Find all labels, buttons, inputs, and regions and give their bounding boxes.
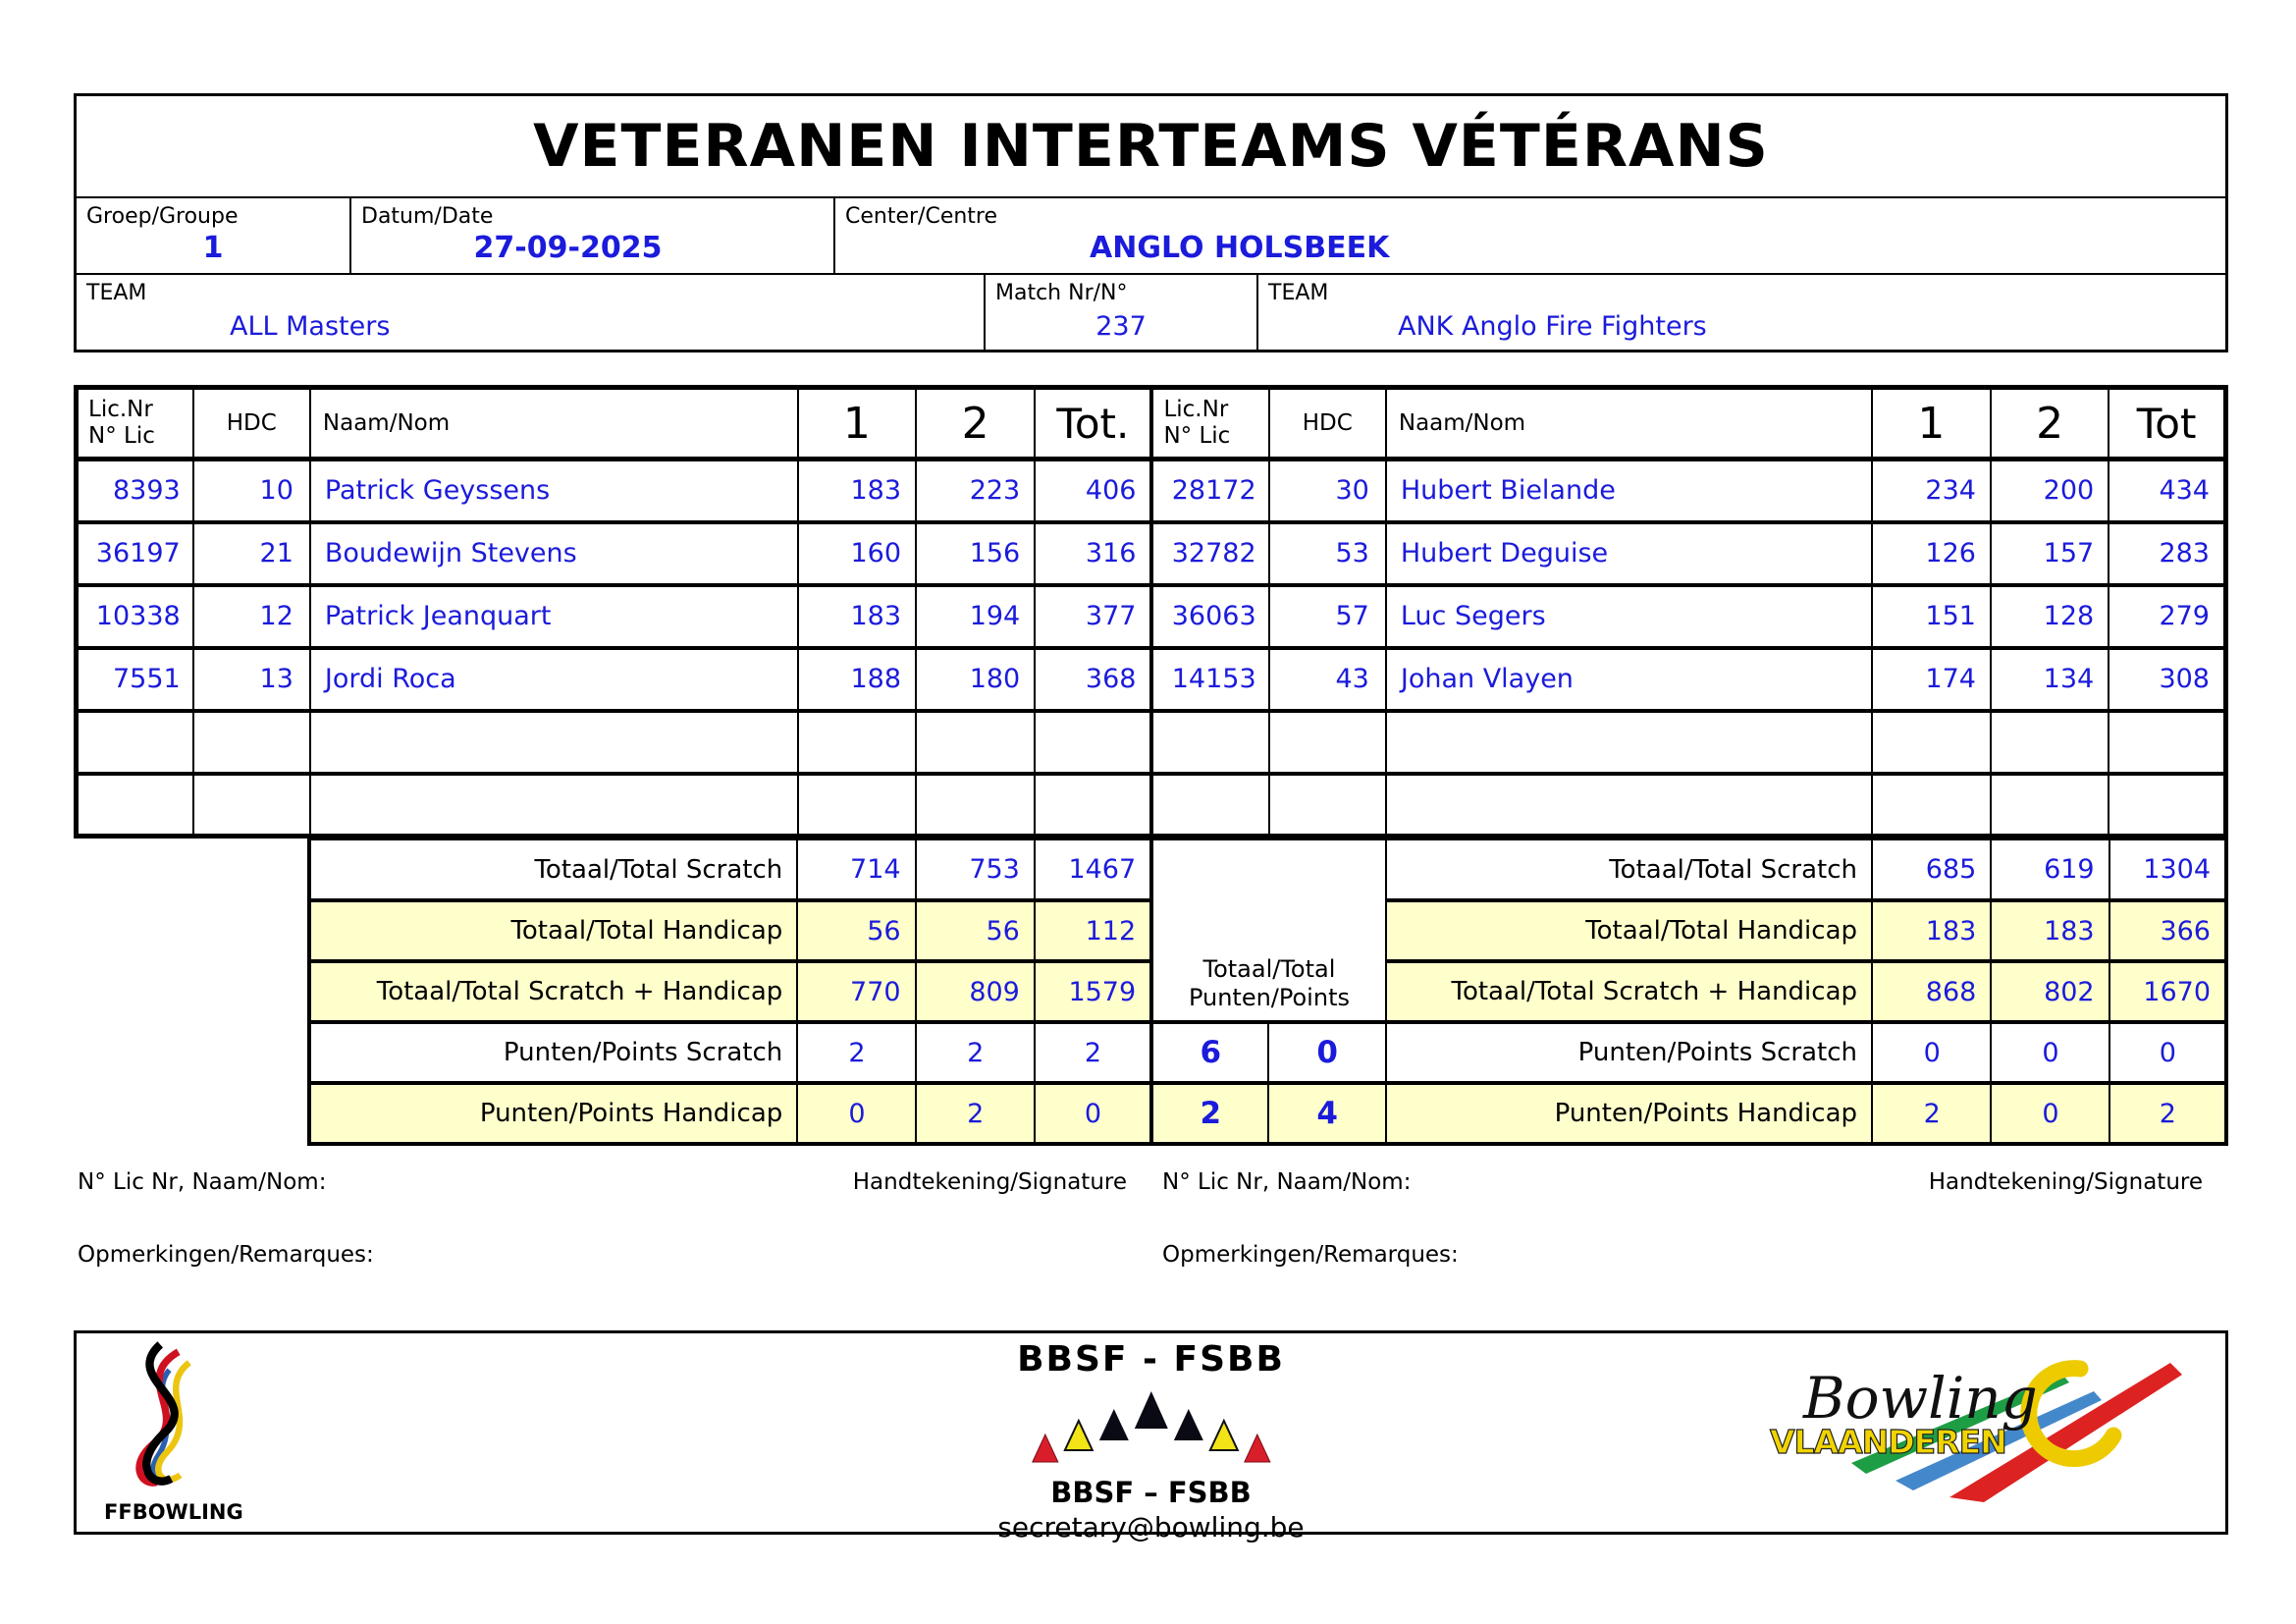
away-hdc-cell	[1269, 774, 1386, 837]
home-game2-cell: 194	[916, 585, 1035, 648]
away-game2-cell: 200	[1991, 460, 2109, 522]
away-lic-cell: 28172	[1151, 460, 1268, 522]
vlaanderen-script-text: Bowling	[1803, 1365, 2038, 1432]
away-lic-cell: 14153	[1151, 648, 1268, 711]
team-away-field	[1256, 275, 2225, 350]
match-points-box	[1151, 839, 1386, 1022]
home-hdc-cell	[193, 774, 310, 837]
home-name-header: Naam/Nom	[310, 388, 798, 460]
lic-header-line1: Lic.Nr	[88, 397, 153, 422]
bbsf-name: BBSF – FSBB	[1050, 1476, 1252, 1509]
home-lic-header	[77, 388, 193, 460]
home-total-header: Tot.	[1035, 388, 1151, 460]
score-header-row	[77, 388, 2226, 460]
home-game2-cell: 180	[916, 648, 1035, 711]
away-game2-cell	[1991, 774, 2109, 837]
lic-header-line2: N° Lic	[1163, 423, 1231, 449]
away-game2-cell	[1991, 711, 2109, 774]
match-points-label-line2: Punten/Points	[1188, 984, 1350, 1011]
home-scratch-handicap-g1: 770	[797, 961, 915, 1022]
home-lic-cell: 8393	[77, 460, 193, 522]
info-row	[77, 196, 2225, 273]
away-remarks-label: Opmerkingen/Remarques:	[1162, 1242, 1459, 1268]
away-scratch-handicap-tot: 1670	[2109, 961, 2226, 1022]
away-lic-header	[1151, 388, 1268, 460]
match-field	[984, 275, 1256, 350]
away-points-scratch-label: Punten/Points Scratch	[1386, 1022, 1872, 1083]
home-points-handicap-tot: 0	[1035, 1083, 1151, 1144]
team-home-label: TEAM	[86, 281, 147, 305]
away-scratch-handicap-label: Totaal/Total Scratch + Handicap	[1386, 961, 1872, 1022]
team-away-label: TEAM	[1268, 281, 1329, 305]
ffbowling-swirl-icon	[104, 1341, 222, 1498]
home-lic-cell: 10338	[77, 585, 193, 648]
home-game1-cell: 188	[798, 648, 916, 711]
home-game1-cell: 183	[798, 585, 916, 648]
group-value: 1	[202, 231, 224, 265]
home-scratch-tot: 1467	[1035, 839, 1151, 900]
away-game1-cell: 151	[1872, 585, 1991, 648]
away-total-cell: 279	[2109, 585, 2225, 648]
away-game2-cell: 157	[1991, 522, 2109, 585]
away-lic-name-label: N° Lic Nr, Naam/Nom:	[1162, 1169, 1412, 1195]
team-home-name: ALL Masters	[230, 311, 391, 342]
away-handicap-tot: 366	[2109, 900, 2226, 961]
home-total-cell: 368	[1035, 648, 1151, 711]
center-field	[833, 198, 2225, 273]
away-name-cell	[1386, 774, 1872, 837]
home-hdc-cell: 10	[193, 460, 310, 522]
away-lic-cell: 32782	[1151, 522, 1268, 585]
away-total-cell: 434	[2109, 460, 2225, 522]
home-points-handicap-label: Punten/Points Handicap	[309, 1083, 797, 1144]
away-game1-cell	[1872, 711, 1991, 774]
home-points-handicap-g2: 2	[916, 1083, 1035, 1144]
home-total-cell: 406	[1035, 460, 1151, 522]
away-scratch-handicap-g2: 802	[1991, 961, 2109, 1022]
away-points-handicap-tot: 2	[2109, 1083, 2226, 1144]
date-label: Datum/Date	[361, 204, 494, 229]
home-game1-cell	[798, 711, 916, 774]
away-total-cell: 308	[2109, 648, 2225, 711]
home-hdc-header: HDC	[193, 388, 310, 460]
player-row-3	[77, 585, 2226, 648]
home-scratch-g2: 753	[916, 839, 1035, 900]
bowling-vlaanderen-logo	[1768, 1345, 2190, 1511]
bowling-vlaanderen-icon	[1768, 1345, 2190, 1507]
remarks-row	[74, 1242, 2228, 1275]
home-total-cell: 316	[1035, 522, 1151, 585]
home-game1-cell: 160	[798, 522, 916, 585]
home-hdc-cell	[193, 711, 310, 774]
lic-header-line2: N° Lic	[88, 423, 155, 449]
away-lic-cell: 36063	[1151, 585, 1268, 648]
away-total-cell: 283	[2109, 522, 2225, 585]
away-total-cell	[2109, 711, 2225, 774]
home-scratch-handicap-tot: 1579	[1035, 961, 1151, 1022]
away-game1-cell: 174	[1872, 648, 1991, 711]
away-scratch-g1: 685	[1872, 839, 1991, 900]
match-label: Match Nr/N°	[995, 281, 1128, 305]
team-away-name: ANK Anglo Fire Fighters	[1398, 311, 1707, 342]
home-handicap-tot: 112	[1035, 900, 1151, 961]
center-label: Center/Centre	[845, 204, 998, 229]
away-name-cell: Johan Vlayen	[1386, 648, 1872, 711]
home-total-cell	[1035, 711, 1151, 774]
home-hdc-cell: 12	[193, 585, 310, 648]
match-points-label-line1: Totaal/Total	[1202, 955, 1336, 983]
away-hdc-cell: 43	[1269, 648, 1386, 711]
date-field	[349, 198, 833, 273]
away-lic-cell	[1151, 774, 1268, 837]
away-scratch-handicap-g1: 868	[1872, 961, 1991, 1022]
match-points-handicap-home: 2	[1151, 1083, 1268, 1144]
away-scratch-tot: 1304	[2109, 839, 2226, 900]
home-points-scratch-label: Punten/Points Scratch	[309, 1022, 797, 1083]
home-signature-label: Handtekening/Signature	[852, 1169, 1127, 1195]
away-total-header: Tot	[2109, 388, 2225, 460]
home-name-cell	[310, 711, 798, 774]
away-total-cell	[2109, 774, 2225, 837]
home-lic-cell	[77, 711, 193, 774]
away-hdc-cell: 53	[1269, 522, 1386, 585]
away-game1-cell	[1872, 774, 1991, 837]
player-row-2	[77, 522, 2226, 585]
home-scratch-handicap-label: Totaal/Total Scratch + Handicap	[309, 961, 797, 1022]
bbsf-email: secretary@bowling.be	[997, 1511, 1305, 1543]
totals-row-scratch	[309, 839, 2226, 900]
home-game2-header: 2	[916, 388, 1035, 460]
group-field	[77, 198, 349, 273]
home-total-cell	[1035, 774, 1151, 837]
home-lic-name-label: N° Lic Nr, Naam/Nom:	[78, 1169, 327, 1195]
home-name-cell: Patrick Jeanquart	[310, 585, 798, 648]
home-name-cell	[310, 774, 798, 837]
score-table	[74, 385, 2228, 839]
scoresheet	[74, 93, 2228, 1543]
away-points-scratch-g1: 0	[1872, 1022, 1991, 1083]
player-row-4	[77, 648, 2226, 711]
home-points-scratch-g1: 2	[797, 1022, 915, 1083]
away-game2-cell: 134	[1991, 648, 2109, 711]
totals-row-points-scratch	[309, 1022, 2226, 1083]
home-handicap-g1: 56	[797, 900, 915, 961]
group-label: Groep/Groupe	[86, 204, 239, 229]
away-game1-cell: 234	[1872, 460, 1991, 522]
away-hdc-cell	[1269, 711, 1386, 774]
home-scratch-handicap-g2: 809	[916, 961, 1035, 1022]
home-lic-cell: 7551	[77, 648, 193, 711]
home-handicap-label: Totaal/Total Handicap	[309, 900, 797, 961]
ffbowling-logo	[104, 1341, 251, 1524]
home-game1-cell: 183	[798, 460, 916, 522]
home-game2-cell	[916, 711, 1035, 774]
away-handicap-g2: 183	[1991, 900, 2109, 961]
totals-row-points-handicap	[309, 1083, 2226, 1144]
away-points-handicap-label: Punten/Points Handicap	[1386, 1083, 1872, 1144]
match-points-scratch-home: 6	[1151, 1022, 1268, 1083]
center-value: ANGLO HOLSBEEK	[1090, 231, 1390, 265]
away-handicap-label: Totaal/Total Handicap	[1386, 900, 1872, 961]
signature-row	[74, 1169, 2228, 1205]
home-lic-cell: 36197	[77, 522, 193, 585]
away-game1-cell: 126	[1872, 522, 1991, 585]
home-name-cell: Patrick Geyssens	[310, 460, 798, 522]
away-name-cell: Luc Segers	[1386, 585, 1872, 648]
header-box	[74, 93, 2228, 352]
bbsf-pins-icon	[1019, 1380, 1284, 1470]
away-points-handicap-g2: 0	[1991, 1083, 2109, 1144]
away-scratch-g2: 619	[1991, 839, 2109, 900]
match-points-handicap-away: 4	[1268, 1083, 1385, 1144]
home-total-cell: 377	[1035, 585, 1151, 648]
away-hdc-header: HDC	[1269, 388, 1386, 460]
home-lic-cell	[77, 774, 193, 837]
home-scratch-g1: 714	[797, 839, 915, 900]
team-row	[77, 273, 2225, 350]
away-game1-header: 1	[1872, 388, 1991, 460]
away-handicap-g1: 183	[1872, 900, 1991, 961]
player-row-empty-1	[77, 711, 2226, 774]
date-value: 27-09-2025	[473, 231, 663, 265]
home-game2-cell: 223	[916, 460, 1035, 522]
footer-box	[74, 1330, 2228, 1543]
away-game2-header: 2	[1991, 388, 2109, 460]
away-name-cell: Hubert Deguise	[1386, 522, 1872, 585]
match-number: 237	[1095, 311, 1147, 342]
home-game2-cell: 156	[916, 522, 1035, 585]
bbsf-title: BBSF - FSBB	[1017, 1339, 1285, 1380]
home-points-scratch-tot: 2	[1035, 1022, 1151, 1083]
away-scratch-label: Totaal/Total Scratch	[1386, 839, 1872, 900]
away-points-scratch-tot: 0	[2109, 1022, 2226, 1083]
team-home-field	[77, 275, 984, 350]
home-hdc-cell: 21	[193, 522, 310, 585]
totals-table	[307, 839, 2228, 1146]
away-name-header: Naam/Nom	[1386, 388, 1872, 460]
away-hdc-cell: 57	[1269, 585, 1386, 648]
ffbowling-label: FFBOWLING	[104, 1500, 243, 1524]
home-game1-header: 1	[798, 388, 916, 460]
home-handicap-g2: 56	[916, 900, 1035, 961]
away-hdc-cell: 30	[1269, 460, 1386, 522]
player-row-empty-2	[77, 774, 2226, 837]
vlaanderen-caps-text: VLAANDEREN	[1770, 1423, 2006, 1461]
away-points-scratch-g2: 0	[1991, 1022, 2109, 1083]
player-row-1	[77, 460, 2226, 522]
match-points-scratch-away: 0	[1268, 1022, 1385, 1083]
home-game2-cell	[916, 774, 1035, 837]
away-name-cell: Hubert Bielande	[1386, 460, 1872, 522]
away-name-cell	[1386, 711, 1872, 774]
home-scratch-label: Totaal/Total Scratch	[309, 839, 797, 900]
home-remarks-label: Opmerkingen/Remarques:	[78, 1242, 374, 1268]
title-row	[77, 96, 2225, 196]
away-points-handicap-g1: 2	[1872, 1083, 1991, 1144]
home-points-handicap-g1: 0	[797, 1083, 915, 1144]
bbsf-block	[997, 1339, 1304, 1543]
home-game1-cell	[798, 774, 916, 837]
page-title: VETERANEN INTERTEAMS VÉTÉRANS	[533, 112, 1769, 181]
home-points-scratch-g2: 2	[916, 1022, 1035, 1083]
home-hdc-cell: 13	[193, 648, 310, 711]
away-game2-cell: 128	[1991, 585, 2109, 648]
home-name-cell: Jordi Roca	[310, 648, 798, 711]
away-signature-label: Handtekening/Signature	[1928, 1169, 2203, 1195]
away-lic-cell	[1151, 711, 1268, 774]
home-name-cell: Boudewijn Stevens	[310, 522, 798, 585]
lic-header-line1: Lic.Nr	[1163, 397, 1229, 422]
